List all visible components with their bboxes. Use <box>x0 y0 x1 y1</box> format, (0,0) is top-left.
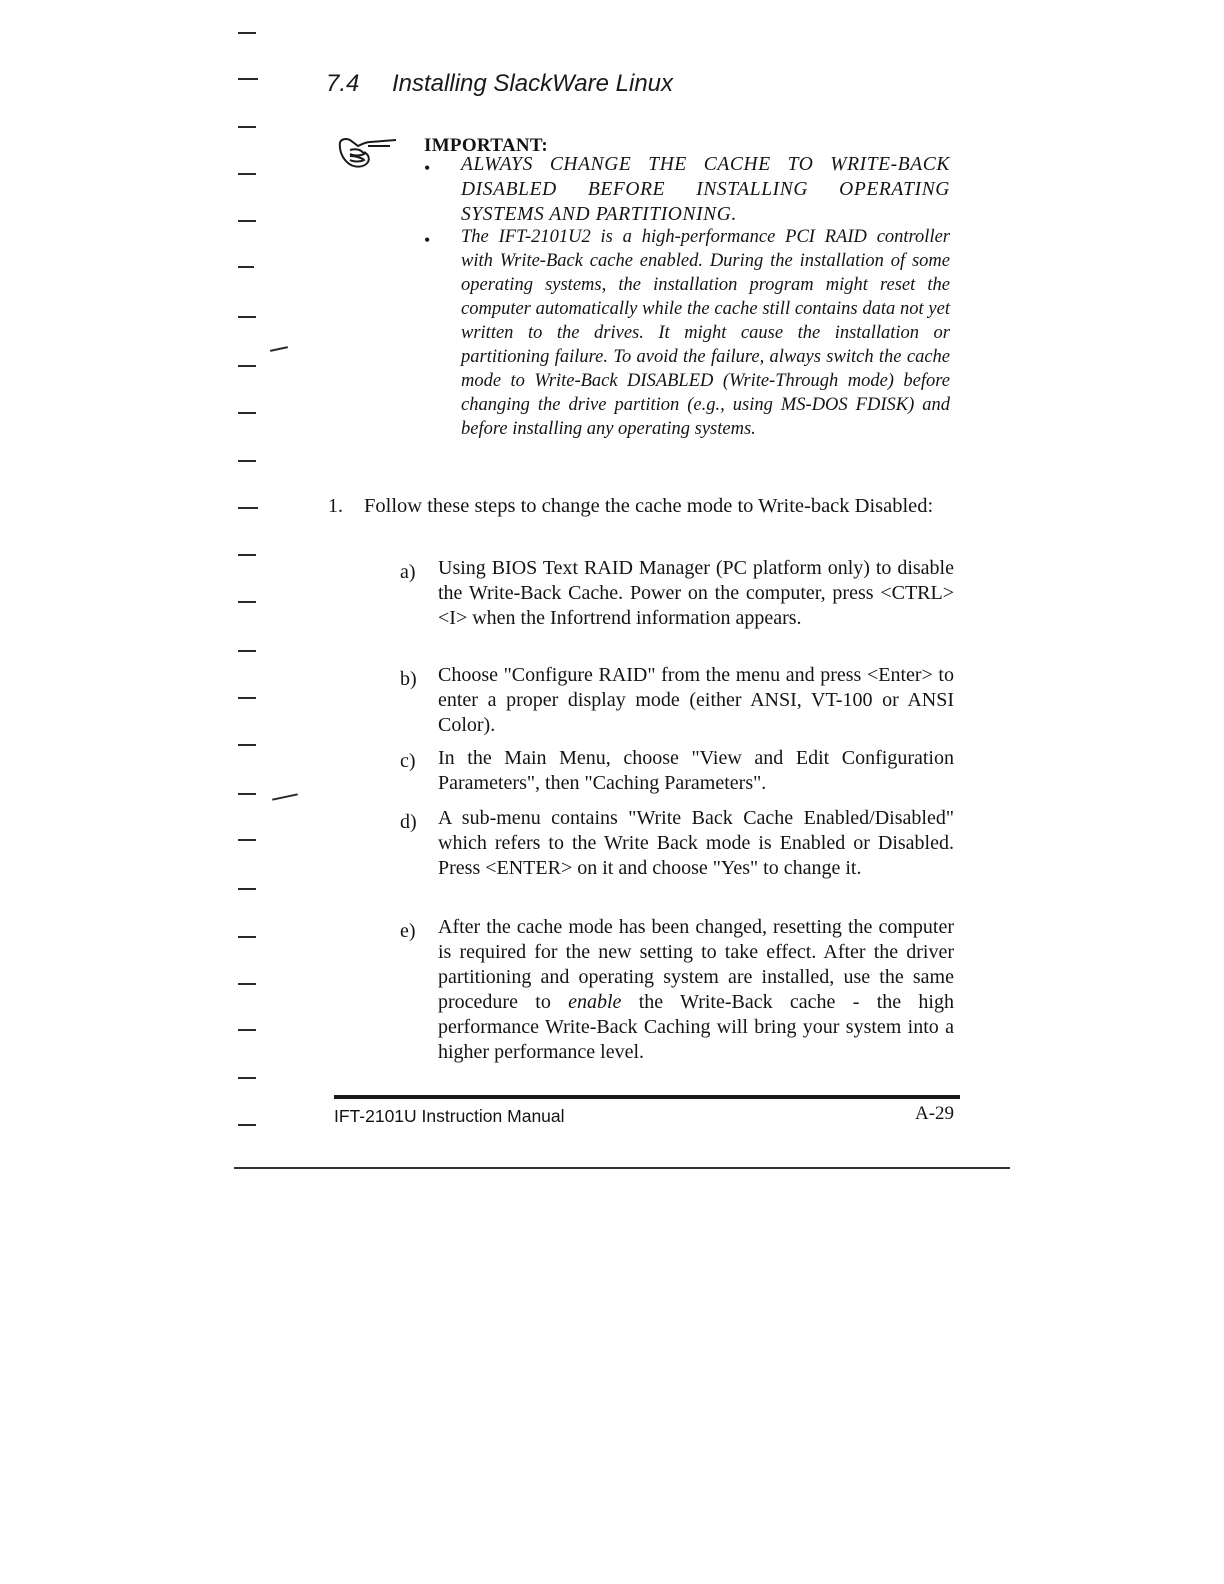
important-bullet-2: The IFT-2101U2 is a high-performance PCI RAID controller with Write-Back cache enabled. During the installation of some operating systems, the installation program might reset the computer automatically while the cache still contains data not yet written to the drives. It might cause the installation or partitioning failure. To avoid the failure, always switch the cache mode to Write-Back DISABLED (Write-Through mode) before changing the drive partition (e.g., using MS-DOS FDISK) and before installing any operating systems. <box>461 227 950 439</box>
pointing-hand-icon <box>338 136 400 170</box>
margin-tick <box>238 32 256 34</box>
step-number: 1. <box>328 495 343 517</box>
margin-tick <box>238 126 256 128</box>
margin-tick <box>238 78 258 80</box>
footer-page-number: A-29 <box>915 1103 955 1124</box>
important-bullet-1: ALWAYS CHANGE THE CACHE TO WRITE-BACK DISABLED BEFORE INSTALLING OPERATING SYSTEMS AND PARTITIONING. <box>461 154 950 225</box>
substep-text: Choose "Configure RAID" from the menu and press <Enter> to enter a proper display mode (either ANSI, VT-100 or ANSI Color). <box>438 664 954 736</box>
margin-tick <box>270 346 288 352</box>
margin-tick <box>238 744 256 746</box>
margin-tick <box>238 460 256 462</box>
substep-label: a) <box>400 561 416 583</box>
substep-label: e) <box>400 920 416 942</box>
margin-tick <box>238 173 256 175</box>
margin-tick <box>272 793 298 800</box>
margin-tick <box>238 554 256 556</box>
margin-tick <box>238 983 256 985</box>
substep-text-part: the Write-Back cache - the high performance Write-Back Caching will bring your system into a higher performance level. <box>438 991 954 1063</box>
footer-rule <box>334 1095 960 1099</box>
margin-tick <box>238 316 256 318</box>
substep-emphasis: enable <box>568 991 622 1013</box>
bullet-icon: • <box>424 230 431 250</box>
margin-tick <box>238 507 258 509</box>
section-title: Installing SlackWare Linux <box>392 70 674 97</box>
margin-tick <box>238 601 256 603</box>
margin-tick <box>238 1077 256 1079</box>
substep-text-part: After the cache mode has been changed, resetting the computer is required for the new setting to take effect. After the driver partitioning and operating system are installed, use the same procedure to <box>438 916 954 1013</box>
substep-text: Using BIOS Text RAID Manager (PC platform only) to disable the Write-Back Cache. Power on the computer, press <CTRL><I> when the Infortrend information appears. <box>438 557 954 629</box>
section-heading <box>326 70 673 98</box>
margin-tick <box>238 1124 256 1126</box>
margin-tick <box>238 266 254 268</box>
bullet-icon: • <box>424 158 431 178</box>
footer-manual-title: IFT-2101U Instruction Manual <box>334 1106 565 1126</box>
step-text: Follow these steps to change the cache mode to Write-back Disabled: <box>364 495 934 517</box>
margin-tick <box>238 1029 256 1031</box>
margin-tick <box>238 220 256 222</box>
margin-tick <box>238 936 256 938</box>
substep-text <box>438 915 954 1065</box>
margin-tick <box>238 412 256 414</box>
page-bottom-rule <box>234 1167 1010 1169</box>
margin-tick <box>238 793 256 795</box>
substep-text: A sub-menu contains "Write Back Cache Enabled/Disabled" which refers to the Write Back mode is Enabled or Disabled. Press <ENTER> on it and choose "Yes" to change it. <box>438 807 954 879</box>
substep-text: In the Main Menu, choose "View and Edit Configuration Parameters", then "Caching Parameters". <box>438 747 954 794</box>
section-number: 7.4 <box>326 70 360 97</box>
substep-label: c) <box>400 750 416 772</box>
substep-label: b) <box>400 668 417 690</box>
margin-tick <box>238 839 256 841</box>
margin-tick <box>238 697 256 699</box>
margin-tick <box>238 650 256 652</box>
substep-label: d) <box>400 811 417 833</box>
margin-tick <box>238 365 256 367</box>
margin-tick <box>238 888 256 890</box>
important-label: IMPORTANT: <box>424 135 549 156</box>
